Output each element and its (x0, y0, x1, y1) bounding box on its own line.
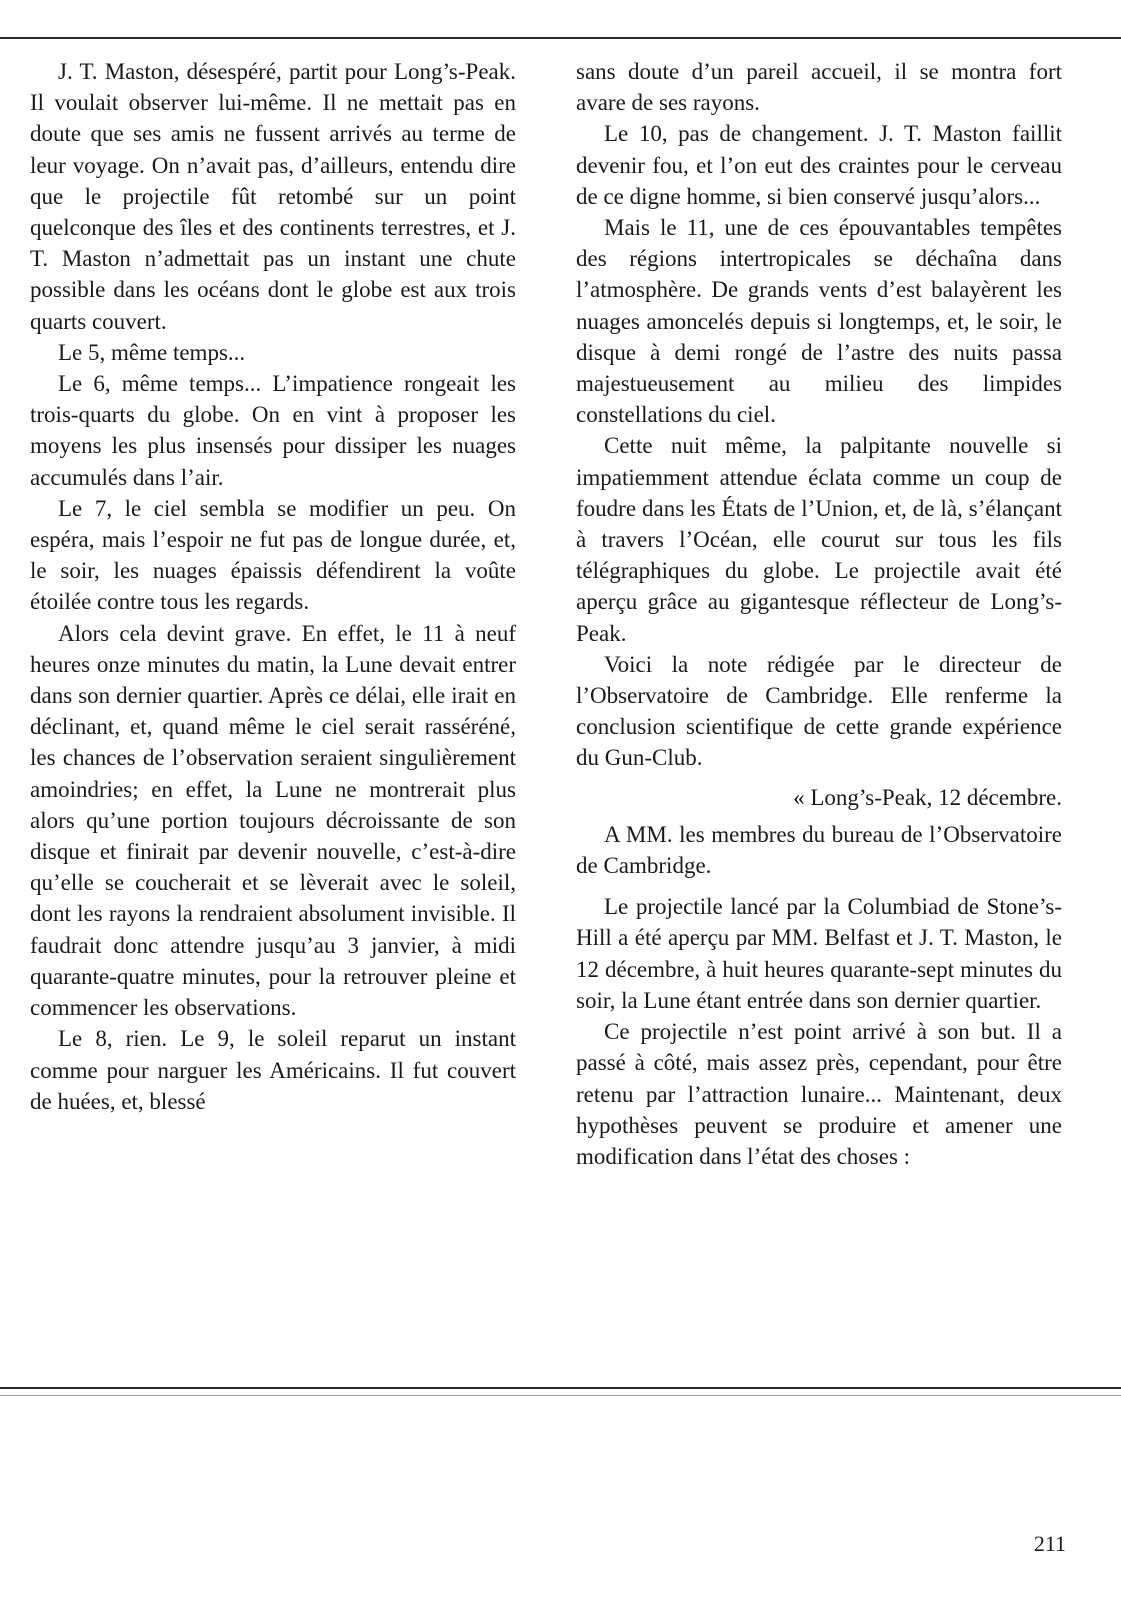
paragraph: Alors cela devint grave. En effet, le 11 à neuf heures onze minutes du matin, la Lune devait entrer dans son dernier quartier. Après ce délai, elle irait en déclinant, et, quand même le ciel serait rasséréné, les chances de l’observation seraient singulièrement amoindries; en effet, la Lune ne montrerait plus alors qu’une portion toujours décroissante de son disque et finirait par devenir nouvelle, c’est-à-dire qu’elle se coucherait et se lèverait avec le soleil, dont les rayons la rendraient absolument invisible. Il faudrait donc attendre jusqu’au 3 janvier, à midi quarante-quatre minutes, pour la retrouver pleine et commencer les observations. (30, 620, 516, 1021)
paragraph: Le 6, même temps... L’impatience rongeait les trois-quarts du globe. On en vint à proposer les moyens les plus insensés pour dissiper les nuages accumulés dans l’air. (30, 371, 516, 490)
top-rule (0, 37, 1121, 39)
letter-date-line: « Long’s-Peak, 12 décembre. (793, 784, 1062, 810)
paragraph: Mais le 11, une de ces épouvantables tempêtes des régions intertropicales se déchaîna dans l’atmosphère. De grands vents d’est balayèrent les nuages amoncelés depuis si longtemps, et, le soir, le disque à demi rongé de l’astre des nuits passa majestueusement au milieu des limpides constellations du ciel. (576, 215, 1062, 428)
page-number: 211 (1033, 1531, 1066, 1556)
left-column (30, 56, 516, 1117)
bottom-rule (0, 1387, 1121, 1389)
paragraph: Voici la note rédigée par le directeur de l’Observatoire de Cambridge. Elle renferme la conclusion scientifique de cette grande expérience du Gun-Club. (576, 651, 1062, 771)
letter-address: A MM. les membres du bureau de l’Observatoire de Cambridge. (576, 821, 1062, 879)
paragraph-continuation: sans doute d’un pareil accueil, il se montra fort avare de ses rayons. (576, 59, 1062, 116)
paragraph: Cette nuit même, la palpitante nouvelle si impatiemment attendue éclata comme un coup de foudre dans les États de l’Union, et, de là, s’élançant à travers l’Océan, elle courut sur tous les fils télégraphiques du globe. Le projectile avait été aperçu grâce au gigantesque réflecteur de Long’s-Peak. (576, 433, 1062, 646)
bottom-rule-thin (0, 1395, 1121, 1396)
paragraph: J. T. Maston, désespéré, partit pour Long’s-Peak. Il voulait observer lui-même. Il ne mettait pas en doute que ses amis ne fussent arrivés au terme de leur voyage. On n’avait pas, d’ailleurs, entendu dire que le projectile fût retombé sur un point quelconque des îles et des continents terrestres, et J. T. Maston n’admettait pas un instant une chute possible dans les océans dont le globe est aux trois quarts couvert. (30, 59, 516, 334)
paragraph: Le 10, pas de changement. J. T. Maston faillit devenir fou, et l’on eut des craintes pour le cerveau de ce digne homme, si bien conservé jusqu’alors... (576, 121, 1062, 209)
letter-paragraph: Ce projectile n’est point arrivé à son but. Il a passé à côté, mais assez près, cependant, pour être retenu par l’attraction lunaire... Maintenant, deux hypothèses peuvent se produire et amener une modification dans l’état des choses : (576, 1019, 1062, 1169)
letter-paragraph: Le projectile lancé par la Columbiad de Stone’s-Hill a été aperçu par MM. Belfast et J. T. Maston, le 12 décembre, à huit heures quarante-sept minutes du soir, la Lune étant entrée dans son dernier quartier. (576, 894, 1062, 1013)
right-column (576, 56, 1062, 1172)
paragraph: Le 5, même temps... (58, 339, 246, 365)
paragraph: Le 7, le ciel sembla se modifier un peu. On espéra, mais l’espoir ne fut pas de longue durée, et, le soir, les nuages épaissis défendirent la voûte étoilée contre tous les regards. (30, 495, 516, 615)
paragraph: Le 8, rien. Le 9, le soleil reparut un instant comme pour narguer les Américains. Il fut couvert de huées, et, blessé (30, 1026, 516, 1114)
